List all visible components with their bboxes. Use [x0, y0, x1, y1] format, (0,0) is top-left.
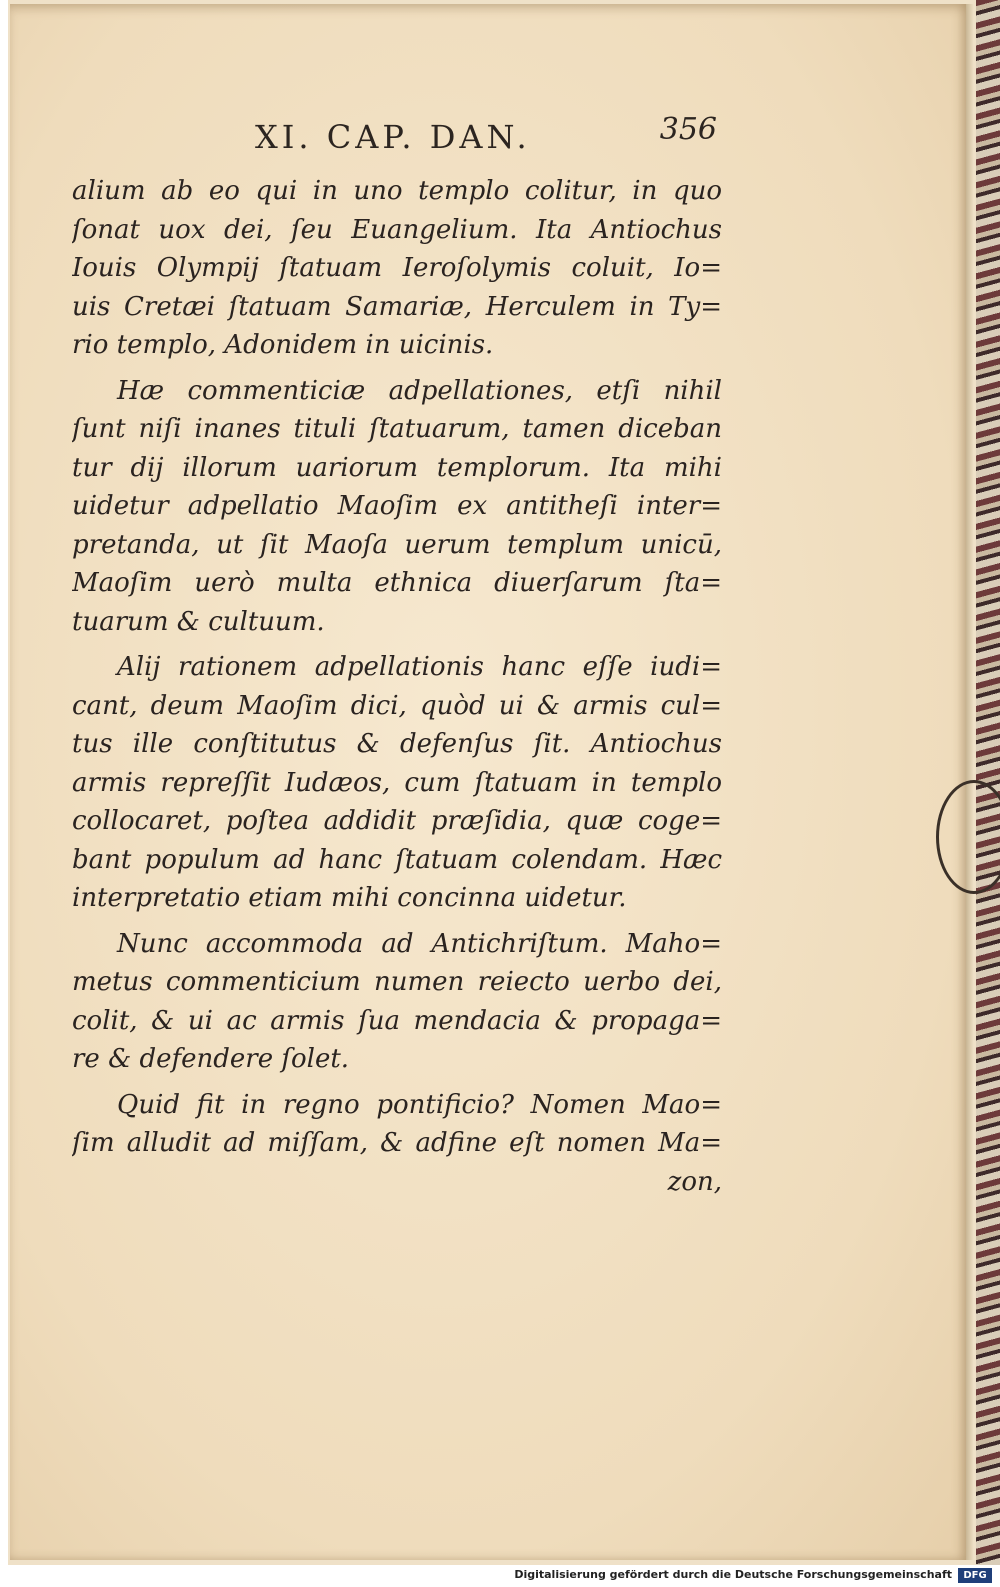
running-head: XI. CAP. DAN.	[255, 118, 531, 156]
text-line: Alij rationem adpellationis hanc eſſe iudi=	[117, 652, 722, 682]
text-line: Quid fit in regno pontificio? Nomen Mao=	[117, 1089, 722, 1120]
text-line: uis Cretæi ſtatuam Samariæ, Herculem in Ty=	[72, 291, 722, 322]
text-line: ſonat uox dei, ſeu Euangelium. Ita Antiochus	[72, 214, 722, 245]
text-line: metus commenticium numen reiecto uerbo dei,	[72, 967, 722, 997]
text-line: interpretatio etiam mihi concinna uidetur.	[72, 883, 627, 913]
text-line: rio templo, Adonidem in uicinis.	[72, 330, 494, 360]
text-line: Hæ commenticiæ adpellationes, etſi nihil	[117, 375, 722, 406]
text-line: armis repreſſit Iudæos, cum ſtatuam in templo	[72, 767, 722, 798]
dfg-logo: DFG	[958, 1568, 992, 1583]
text-line: cant, deum Maoſim dici, quòd ui & armis cul=	[72, 690, 722, 721]
text-line: tus ille conſtitutus & defenſus ſit. Antiochus	[72, 729, 722, 759]
text-line: tur dij illorum uariorum templorum. Ita mihi	[72, 452, 722, 483]
text-line: ſim alludit ad miſſam, & adfine eſt nomen Ma=	[72, 1128, 722, 1158]
footer-bar	[0, 1565, 1000, 1587]
text-line: ſunt niſi inanes tituli ſtatuarum, tamen diceban	[72, 414, 722, 444]
page-header	[255, 112, 725, 166]
text-line: collocaret, poſtea addidit præſidia, quæ coge=	[72, 806, 722, 836]
funding-credit: Digitalisierung gefördert durch die Deutsche Forschungsgemeinschaft	[514, 1568, 952, 1581]
text-line: Nunc accommoda ad Antichriſtum. Maho=	[117, 928, 722, 959]
text-line: Maoſim uerò multa ethnica diuerſarum ſta=	[72, 568, 722, 598]
text-line: alium ab eo qui in uno templo colitur, in quo	[72, 176, 722, 206]
text-line: colit, & ui ac armis ſua mendacia & propaga=	[72, 1005, 722, 1036]
text-line: tuarum & cultuum.	[72, 606, 325, 637]
text-line: uidetur adpellatio Maoſim ex antitheſi inter=	[72, 491, 722, 521]
text-line: bant populum ad hanc ſtatuam colendam. Hæc	[72, 844, 722, 875]
body-text	[72, 172, 722, 1201]
text-line: pretanda, ut ſit Maoſa uerum templum unicū,	[72, 529, 722, 560]
text-line: Iouis Olympij ſtatuam Ieroſolymis coluit, Io=	[72, 253, 722, 283]
text-line: re & defendere ſolet.	[72, 1044, 350, 1074]
page-number: 356	[659, 112, 717, 147]
catchword: zon,	[667, 1166, 722, 1197]
